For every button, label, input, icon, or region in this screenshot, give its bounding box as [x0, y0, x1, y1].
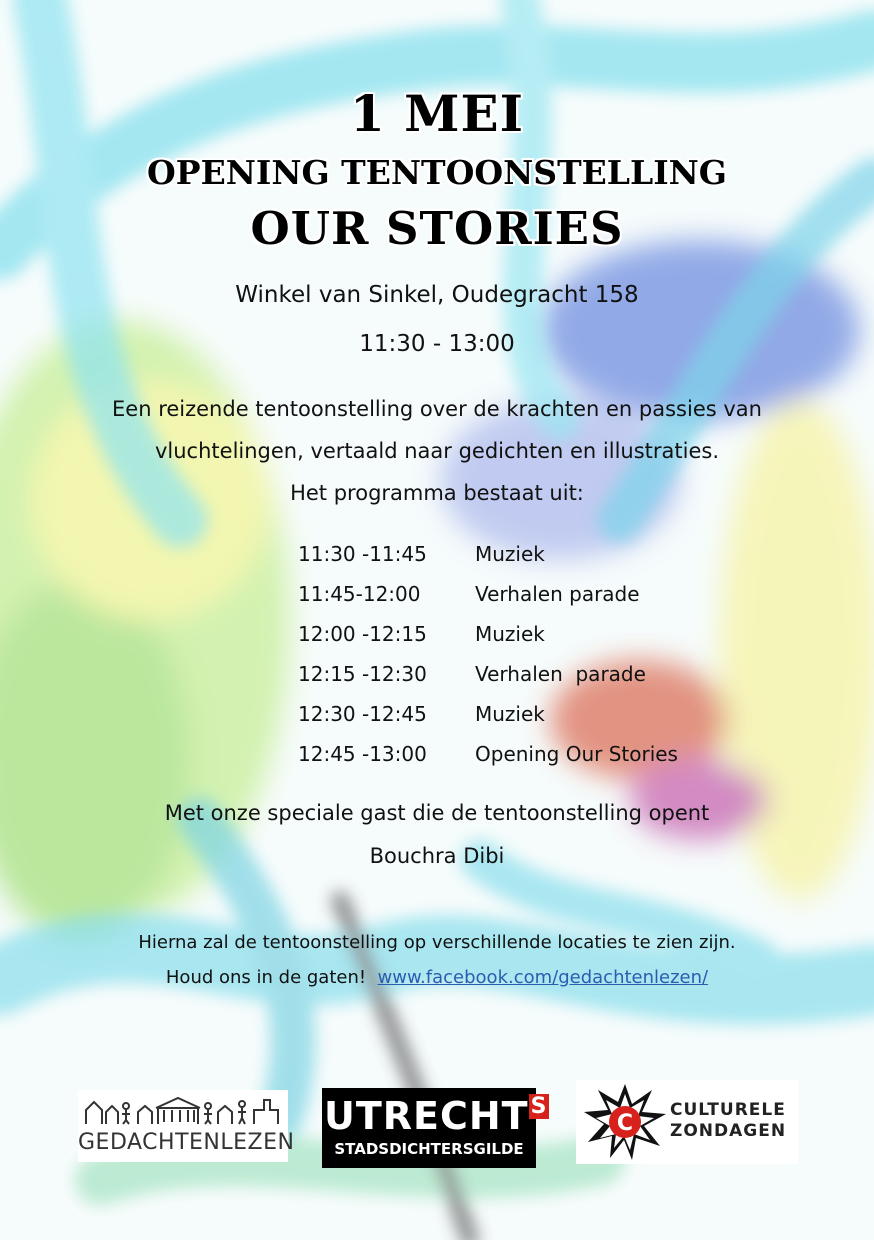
schedule-row [298, 582, 798, 612]
schedule-activity: Muziek [475, 542, 545, 566]
schedule-activity: Verhalen parade [475, 582, 640, 606]
culturele-badge-letter: C [616, 1111, 634, 1136]
culturele-zondagen-wordmark [670, 1100, 786, 1142]
schedule-row [298, 542, 798, 572]
guest-name: Bouchra Dibi [369, 844, 505, 868]
schedule-row [298, 742, 798, 772]
culturele-text: CULTURELE [670, 1100, 786, 1120]
schedule-time: 11:45-12:00 [298, 582, 421, 606]
starburst-icon [580, 1080, 670, 1164]
schedule-activity: Opening Our Stories [475, 742, 678, 766]
time-text: 11:30 - 13:00 [359, 331, 515, 357]
utrecht-main-text: UTRECHT [324, 1094, 529, 1138]
schedule-activity: Muziek [475, 622, 545, 646]
description-line-2: vluchtelingen, vertaald naar gedichten en illustraties. [154, 439, 720, 463]
schedule-row [298, 702, 798, 732]
utrecht-s-badge: S [530, 1094, 548, 1119]
footer-line-1: Hierna zal de tentoonstelling op verschillende locaties te zien zijn. [138, 932, 736, 953]
schedule-time: 11:30 -11:45 [298, 542, 427, 566]
event-date-title: 1 MEI [349, 84, 525, 143]
schedule-row [298, 662, 798, 692]
utrecht-stadsdichtersgilde-logo[interactable] [322, 1088, 548, 1168]
exhibition-title: OUR STORIES [250, 202, 624, 255]
venue-text: Winkel van Sinkel, Oudegracht 158 [235, 282, 639, 308]
schedule-activity: Verhalen parade [475, 662, 646, 686]
schedule-time: 12:45 -13:00 [298, 742, 427, 766]
zondagen-text: ZONDAGEN [670, 1121, 787, 1141]
schedule-row [298, 622, 798, 652]
gedachtenlezen-wordmark: GEDACHTENLEZEN [78, 1130, 295, 1155]
gedachtenlezen-logo[interactable] [78, 1090, 295, 1162]
guest-intro: Met onze speciale gast die de tentoonstelling opent [164, 801, 710, 825]
schedule-time: 12:15 -12:30 [298, 662, 427, 686]
footer-call-to-action: Houd ons in de gaten! [165, 967, 367, 988]
schedule-time: 12:30 -12:45 [298, 702, 427, 726]
houses-icon [78, 1090, 288, 1130]
stadsdichtersgilde-text: STADSDICHTERSGILDE [334, 1140, 524, 1158]
program-heading: Het programma bestaat uit: [290, 481, 584, 505]
footer-line-2 [0, 967, 874, 988]
facebook-link[interactable]: www.facebook.com/gedachtenlezen/ [377, 967, 709, 988]
description-line-1: Een reizende tentoonstelling over de krachten en passies van [112, 397, 762, 421]
schedule-activity: Muziek [475, 702, 545, 726]
event-subtitle: OPENING TENTOONSTELLING [147, 153, 727, 192]
culturele-zondagen-logo[interactable] [576, 1080, 798, 1164]
utrecht-wordmark [324, 1094, 548, 1138]
schedule-time: 12:00 -12:15 [298, 622, 427, 646]
